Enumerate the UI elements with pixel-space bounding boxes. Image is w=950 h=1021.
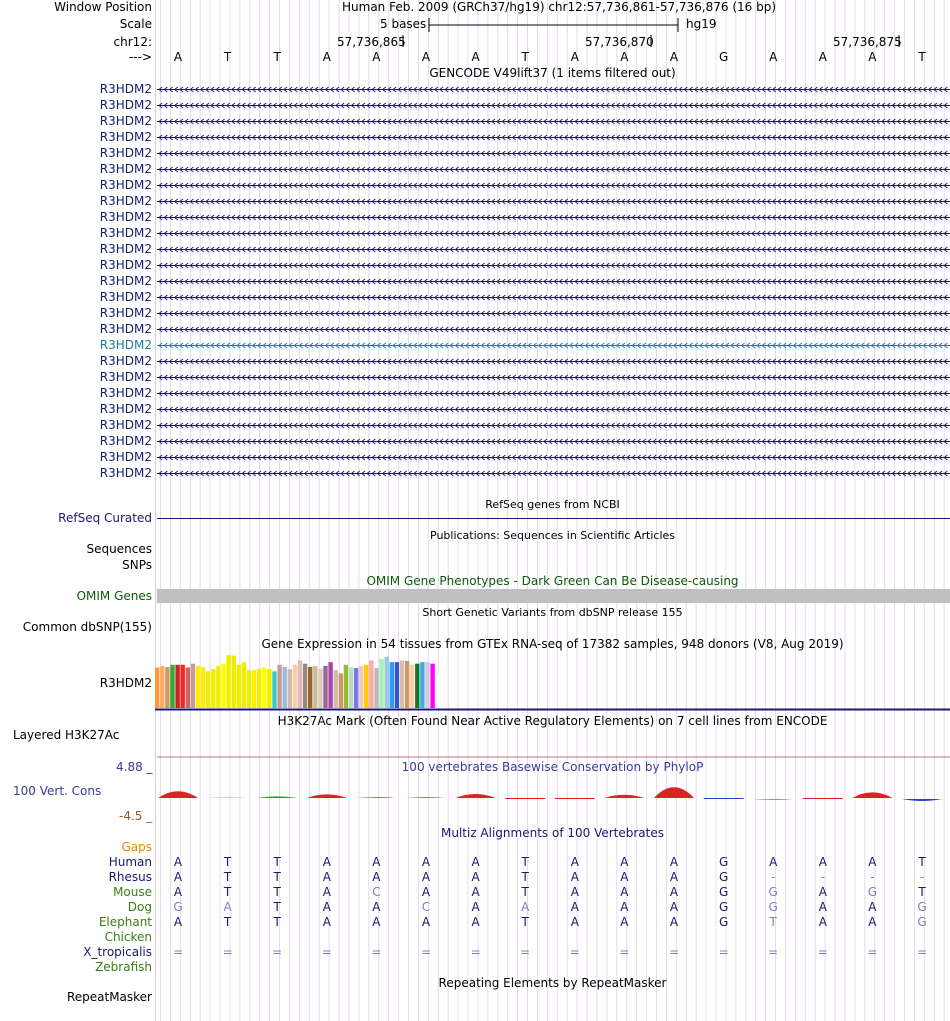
species-label[interactable]: Mouse [113, 885, 152, 899]
aligned-base: A [471, 915, 480, 929]
coord-ticks [0, 33, 950, 48]
transcript-label[interactable]: R3HDM2 [99, 194, 152, 208]
aligned-base: A [818, 885, 827, 899]
gtex-tissue-bar [334, 670, 338, 708]
gtex-tissue-bar [410, 665, 414, 708]
gtex-tissue-bar [181, 665, 185, 708]
gtex-tissue-bar [226, 655, 230, 708]
aligned-base: G [718, 870, 729, 884]
aligned-base: A [570, 915, 579, 929]
aligned-base: G [718, 885, 729, 899]
gtex-tissue-bar [186, 668, 190, 709]
gtex-tissue-bar [379, 659, 383, 708]
transcript-line[interactable] [155, 98, 950, 113]
gtex-tissue-bar [436, 676, 440, 708]
dbsnp-title: Short Genetic Variants from dbSNP release 155 [422, 606, 683, 619]
transcript-label[interactable]: R3HDM2 [99, 402, 152, 416]
aligned-base: A [322, 855, 331, 869]
aligned-base: A [521, 900, 530, 914]
transcript-line[interactable] [155, 450, 950, 465]
aligned-base: A [372, 900, 381, 914]
species-label[interactable]: Rhesus [108, 870, 152, 884]
transcript-line[interactable] [155, 290, 950, 305]
gtex-tissue-bar [170, 665, 174, 708]
transcript-line[interactable] [155, 226, 950, 241]
species-label[interactable]: Zebrafish [95, 960, 152, 974]
gtex-tissue-bar [288, 669, 292, 708]
gtex-tissue-bar [247, 670, 251, 708]
transcript-label[interactable]: R3HDM2 [99, 146, 152, 160]
transcript-line[interactable] [155, 466, 950, 481]
aligned-base: T [918, 885, 926, 899]
gtex-tissue-bar [242, 662, 246, 708]
aligned-base: A [322, 885, 331, 899]
transcript-label[interactable]: R3HDM2 [99, 338, 152, 352]
gtex-tissue-bar [303, 664, 307, 708]
gtex-tissue-bar [165, 667, 169, 708]
aligned-base: A [570, 885, 579, 899]
phylop-signal[interactable] [155, 770, 950, 820]
aligned-base: T [521, 885, 529, 899]
aligned-base: T [521, 870, 529, 884]
aligned-base: A [769, 855, 778, 869]
transcript-line[interactable] [155, 146, 950, 161]
aligned-base: A [818, 900, 827, 914]
gtex-tissue-bar [374, 668, 378, 708]
phylop-title: 100 vertebrates Basewise Conservation by PhyloP [401, 760, 704, 774]
phylop-score-peak [356, 797, 396, 798]
gtex-tissue-bar [257, 669, 261, 708]
phylop-label[interactable]: 100 Vert. Cons [13, 784, 102, 798]
window-position-label: Window Position [54, 0, 152, 14]
aligned-base: A [372, 855, 381, 869]
gtex-tissue-bar [359, 666, 363, 708]
transcript-label[interactable]: R3HDM2 [99, 306, 152, 320]
aligned-base: = [520, 945, 531, 959]
aligned-base: = [272, 945, 283, 959]
transcript-label[interactable]: R3HDM2 [99, 114, 152, 128]
gtex-tissue-bar [420, 662, 424, 708]
gtex-tissue-bar [308, 667, 312, 708]
aligned-base: A [669, 885, 679, 899]
aligned-base: = [172, 945, 184, 959]
gtex-title: Gene Expression in 54 tissues from GTEx RNA-seq of 17382 samples, 948 donors (V8, Aug 2019) [261, 637, 844, 651]
sequence-base: A [570, 50, 579, 64]
dbsnp-label[interactable]: Common dbSNP(155) [22, 620, 152, 634]
transcript-label[interactable]: R3HDM2 [99, 322, 152, 336]
phylop-max-label: 4.88 _ [116, 760, 153, 774]
aligned-base: = [222, 945, 233, 959]
species-label[interactable]: X_tropicalis [83, 945, 152, 959]
transcript-line[interactable] [155, 178, 950, 193]
gtex-tissue-bar [201, 667, 205, 708]
aligned-base: G [768, 900, 778, 914]
aligned-base: - [820, 870, 825, 884]
transcript-label[interactable]: R3HDM2 [99, 258, 152, 272]
aligned-base: T [273, 855, 281, 869]
aligned-base: G [173, 900, 183, 914]
aligned-base: G [718, 900, 729, 914]
gtex-tissue-bar [349, 668, 353, 709]
aligned-base: A [868, 900, 877, 914]
gencode-title: GENCODE V49lift37 (1 items filtered out) [429, 66, 676, 80]
sequence-base: A [620, 50, 629, 64]
aligned-base: G [867, 885, 878, 899]
transcript-label[interactable]: R3HDM2 [99, 226, 152, 240]
transcript-line[interactable] [155, 210, 950, 225]
aligned-base: A [421, 855, 431, 869]
phylop-score-dip [902, 799, 942, 801]
repeatmasker-label[interactable]: RepeatMasker [66, 990, 152, 1004]
phylop-score-peak [604, 795, 644, 798]
aligned-base: A [173, 915, 183, 929]
aligned-base: A [372, 915, 381, 929]
phylop-score-peak [654, 787, 694, 798]
transcript-label[interactable]: R3HDM2 [99, 98, 152, 112]
aligned-base: A [669, 870, 679, 884]
scale-bar [428, 17, 680, 33]
gtex-tissue-bar [237, 665, 241, 708]
transcript-line[interactable] [155, 274, 950, 289]
aligned-base: = [569, 945, 580, 959]
aligned-base: = [371, 945, 382, 959]
transcript-label[interactable]: R3HDM2 [99, 466, 152, 480]
gtex-tissue-bar [252, 670, 256, 708]
aligned-base: = [619, 945, 630, 959]
gtex-tissue-bar [344, 665, 348, 708]
transcript-line[interactable] [155, 258, 950, 273]
multiz-title: Multiz Alignments of 100 Vertebrates [440, 826, 665, 840]
transcript-label[interactable]: R3HDM2 [99, 386, 152, 400]
gtex-tissue-bar [430, 664, 434, 708]
gtex-tissue-bar [425, 662, 429, 708]
species-label[interactable]: Dog [127, 900, 152, 914]
gtex-tissue-bar [262, 668, 266, 709]
gtex-tissue-bar [232, 656, 236, 708]
aligned-base: G [917, 915, 927, 929]
aligned-base: T [273, 870, 281, 884]
aligned-base: T [223, 885, 232, 899]
aligned-base: = [321, 945, 332, 959]
gtex-tissue-bar [415, 664, 419, 708]
aligned-base: A [818, 915, 827, 929]
transcript-label[interactable]: R3HDM2 [99, 162, 152, 176]
phylop-score-peak [456, 794, 496, 798]
gtex-bar-chart[interactable] [155, 652, 950, 712]
gtex-tissue-bar [328, 662, 332, 708]
sequence-base: A [173, 50, 183, 64]
transcript-line[interactable] [155, 194, 950, 209]
sequence-base: A [471, 50, 480, 64]
gtex-tissue-bar [277, 665, 281, 708]
gtex-tissue-bar [191, 664, 195, 708]
omim-label[interactable]: OMIM Genes [76, 589, 152, 603]
phylop-score-peak [257, 796, 297, 798]
gtex-tissue-bar [160, 666, 164, 708]
aligned-base: G [718, 915, 729, 929]
strand-label: ---> [128, 50, 152, 64]
transcript-label[interactable]: R3HDM2 [99, 290, 152, 304]
aligned-base: - [771, 870, 776, 884]
aligned-base: A [669, 900, 679, 914]
aligned-base: A [868, 855, 877, 869]
aligned-base: C [421, 900, 431, 914]
publications-title: Publications: Sequences in Scientific Articles [430, 529, 675, 542]
transcript-line[interactable] [155, 114, 950, 129]
aligned-base: A [322, 915, 331, 929]
aligned-base: A [669, 855, 679, 869]
gtex-tissue-bar [175, 665, 179, 708]
aligned-base: A [372, 870, 381, 884]
transcript-label[interactable]: R3HDM2 [99, 434, 152, 448]
gtex-tissue-bar [313, 666, 317, 708]
sequence-base: A [769, 50, 778, 64]
sequence-base: A [372, 50, 381, 64]
species-label[interactable]: Human [108, 855, 152, 869]
aligned-base: A [570, 900, 579, 914]
sequence-base: T [273, 50, 281, 64]
gtex-tissue-bar [267, 669, 271, 708]
aligned-base: T [521, 855, 529, 869]
gtex-tissue-bar [211, 669, 215, 708]
species-label[interactable]: Chicken [104, 930, 152, 944]
aligned-base: T [273, 900, 281, 914]
aligned-base: = [420, 945, 432, 959]
gtex-tissue-bar [390, 662, 394, 708]
aligned-base: = [817, 945, 828, 959]
aligned-base: - [870, 870, 875, 884]
aligned-base: T [769, 915, 777, 929]
repeatmasker-title: Repeating Elements by RepeatMasker [438, 976, 667, 990]
aligned-base: A [173, 855, 183, 869]
gtex-tissue-bar [339, 673, 343, 708]
publications-snps-label[interactable]: SNPs [122, 558, 152, 572]
transcript-line[interactable] [155, 162, 950, 177]
aligned-base: T [223, 915, 232, 929]
aligned-base: T [273, 915, 281, 929]
aligned-base: A [570, 870, 579, 884]
aligned-base: G [718, 855, 729, 869]
gtex-tissue-bar [323, 666, 327, 708]
omim-title: OMIM Gene Phenotypes - Dark Green Can Be Disease-causing [366, 574, 739, 588]
transcript-line[interactable] [155, 434, 950, 449]
aligned-base: T [918, 855, 926, 869]
aligned-base: - [919, 870, 925, 884]
chrom-label: chr12: [113, 35, 152, 49]
gtex-label[interactable]: R3HDM2 [99, 676, 152, 690]
phylop-score-peak [307, 794, 347, 798]
coord-tick-label: 57,736,865 [337, 35, 406, 49]
gtex-tissue-bar [283, 667, 287, 708]
aligned-base: = [470, 945, 481, 959]
aligned-base: A [173, 885, 183, 899]
gtex-tissue-bar [395, 662, 399, 708]
phylop-score-peak [852, 792, 892, 798]
scale-text: 5 bases [380, 17, 427, 31]
sequence-base: T [521, 50, 529, 64]
gtex-tissue-bar [196, 666, 200, 708]
transcript-line[interactable] [155, 386, 950, 401]
aligned-base: G [768, 885, 778, 899]
aligned-base: A [818, 855, 827, 869]
gtex-tissue-bar [364, 665, 368, 708]
aligned-base: A [421, 885, 431, 899]
gtex-tissue-bar [405, 661, 409, 708]
gtex-tissue-bar [298, 661, 302, 709]
aligned-base: T [223, 870, 232, 884]
species-label[interactable]: Elephant [98, 915, 152, 929]
sequence-base: A [669, 50, 679, 64]
aligned-base: = [916, 945, 928, 959]
scale-label: Scale [119, 17, 152, 31]
sequence-base: A [322, 50, 331, 64]
h3k27ac-label[interactable]: Layered H3K27Ac [13, 728, 120, 742]
aligned-base: A [620, 885, 629, 899]
transcript-line[interactable] [155, 370, 950, 385]
sequence-base: G [718, 50, 729, 64]
omim-gene-bar[interactable] [157, 589, 950, 603]
aligned-base: A [620, 855, 629, 869]
aligned-base: A [570, 855, 579, 869]
transcript-label[interactable]: R3HDM2 [99, 210, 152, 224]
phylop-score-dip [753, 799, 793, 800]
transcript-label[interactable]: R3HDM2 [99, 370, 152, 384]
aligned-base: A [620, 915, 629, 929]
gtex-tissue-bar [385, 657, 389, 708]
aligned-base: A [471, 870, 480, 884]
publications-sequences-label[interactable]: Sequences [86, 542, 152, 556]
transcript-label[interactable]: R3HDM2 [99, 450, 152, 464]
phylop-score-peak [158, 791, 198, 798]
refseq-line[interactable] [155, 511, 950, 526]
aligned-base: C [372, 885, 381, 899]
sequence-base: A [421, 50, 431, 64]
gtex-tissue-bar [400, 661, 404, 709]
coord-tick-label: 57,736,875 [833, 35, 902, 49]
aligned-base: T [223, 855, 232, 869]
aligned-base: T [273, 885, 281, 899]
h3k27ac-title: H3K27Ac Mark (Often Found Near Active Regulatory Elements) on 7 cell lines from ENCODE [277, 714, 828, 728]
gtex-tissue-bar [272, 671, 276, 708]
transcript-label[interactable]: R3HDM2 [99, 242, 152, 256]
transcript-label[interactable]: R3HDM2 [99, 130, 152, 144]
aligned-base: A [620, 870, 629, 884]
aligned-base: A [322, 900, 331, 914]
sequence-base: T [918, 50, 926, 64]
sequence-base: A [868, 50, 877, 64]
gtex-tissue-bar [354, 668, 358, 708]
transcript-label[interactable]: R3HDM2 [99, 354, 152, 368]
gtex-tissue-bar [155, 668, 159, 709]
transcript-line[interactable] [155, 306, 950, 321]
aligned-base: A [421, 870, 431, 884]
aligned-base: = [867, 945, 878, 959]
transcript-line[interactable] [155, 338, 950, 353]
gtex-tissue-bar [206, 671, 210, 708]
aligned-base: A [471, 885, 480, 899]
coord-tick-label: 57,736,870 [585, 35, 654, 49]
transcript-line[interactable] [155, 242, 950, 257]
aligned-base: A [669, 915, 679, 929]
aligned-base: = [768, 945, 779, 959]
assembly-label: hg19 [686, 17, 717, 31]
transcript-line[interactable] [155, 354, 950, 369]
window-position-text: Human Feb. 2009 (GRCh37/hg19) chr12:57,736,861-57,736,876 (16 bp) [342, 0, 777, 14]
gtex-tissue-bar [216, 666, 220, 708]
sequence-base: T [223, 50, 232, 64]
aligned-base: A [322, 870, 331, 884]
aligned-base: = [668, 945, 680, 959]
transcript-label[interactable]: R3HDM2 [99, 178, 152, 192]
aligned-base: T [521, 915, 529, 929]
aligned-base: A [173, 870, 183, 884]
gtex-tissue-bar [293, 665, 297, 708]
transcript-line[interactable] [155, 418, 950, 433]
aligned-base: A [471, 855, 480, 869]
transcript-line[interactable] [155, 322, 950, 337]
transcript-line[interactable] [155, 130, 950, 145]
aligned-base: G [917, 900, 927, 914]
gtex-tissue-bar [318, 669, 322, 708]
aligned-base: A [620, 900, 629, 914]
multiz-gaps-label[interactable]: Gaps [121, 840, 152, 854]
transcript-label[interactable]: R3HDM2 [99, 82, 152, 96]
gtex-tissue-bar [221, 664, 225, 708]
phylop-score-peak [406, 797, 446, 798]
transcript-label[interactable]: R3HDM2 [99, 274, 152, 288]
transcript-line[interactable] [155, 402, 950, 417]
aligned-base: A [868, 915, 877, 929]
refseq-label[interactable]: RefSeq Curated [58, 511, 152, 525]
refseq-title: RefSeq genes from NCBI [485, 498, 620, 511]
transcript-line[interactable] [155, 82, 950, 97]
phylop-min-label: -4.5 _ [119, 809, 153, 823]
sequence-base: A [818, 50, 827, 64]
aligned-base: A [471, 900, 480, 914]
transcript-label[interactable]: R3HDM2 [99, 418, 152, 432]
aligned-base: A [421, 915, 431, 929]
aligned-base: A [223, 900, 232, 914]
aligned-base: = [718, 945, 729, 959]
gtex-tissue-bar [369, 661, 373, 709]
